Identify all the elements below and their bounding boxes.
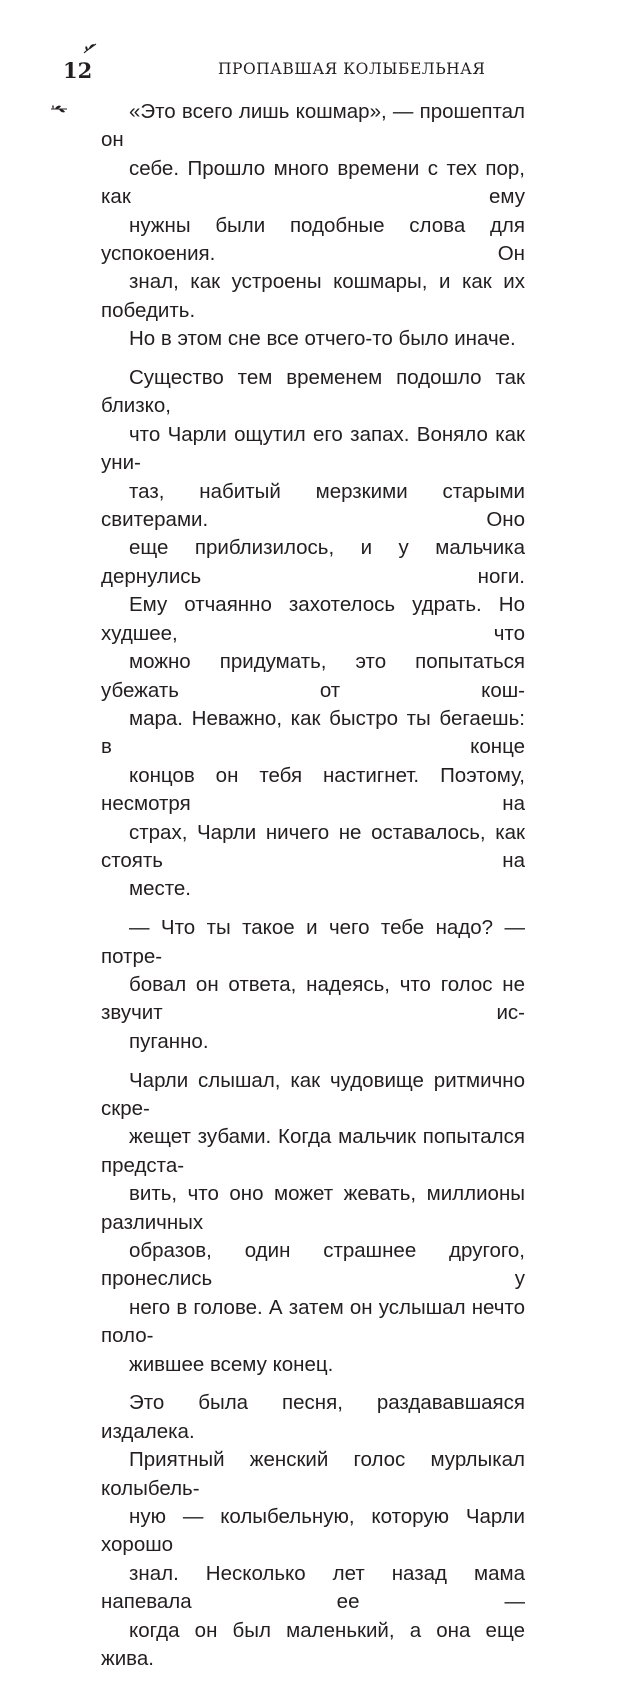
text-line: вить, что оно может жевать, миллионы различных <box>101 1182 525 1234</box>
paragraph <box>101 1067 525 1379</box>
text-line: бовал он ответа, надеясь, что голос не звучит ис- <box>101 972 525 1025</box>
paragraph <box>101 914 525 1056</box>
text-line: — Что ты такое и чего тебе надо? — потре- <box>101 916 525 968</box>
text-line: концов он тебя настигнет. Поэтому, несмотря на <box>101 763 525 816</box>
text-line: таз, набитый мерзкими старыми свитерами. Оно <box>101 479 525 532</box>
text-line: него в голове. А затем он услышал нечто поло- <box>101 1295 525 1348</box>
text-line: пуганно. <box>129 1029 209 1053</box>
text-line: Ему отчаянно захотелось удрать. Но худшее, что <box>101 593 525 645</box>
text-line: знал, как устроены кошмары, и как их победить. <box>101 270 525 322</box>
text-line: мара. Неважно, как быстро ты бегаешь: в конце <box>101 706 525 759</box>
text-line: знал. Несколько лет назад мама напевала ее — <box>101 1561 525 1614</box>
leaf-sprig-icon <box>83 42 99 54</box>
text-line: Приятный женский голос мурлыкал колыбель- <box>101 1448 525 1500</box>
text-line: страх, Чарли ничего не оставалось, как стоять на <box>101 820 525 872</box>
text-line: Существо тем временем подошло так близко, <box>101 366 525 418</box>
text-line: жещет зубами. Когда мальчик попытался предста- <box>101 1125 525 1177</box>
text-line: жившее всему конец. <box>129 1352 334 1376</box>
text-line: ную — колыбельную, которую Чарли хорошо <box>101 1505 525 1557</box>
text-line: еще приблизилось, и у мальчика дернулись ноги. <box>101 536 525 588</box>
text-line: Это была песня, раздававшаяся издалека. <box>101 1391 525 1443</box>
leaf-sprig-icon <box>50 104 68 114</box>
text-line: месте. <box>129 877 192 901</box>
text-line: можно придумать, это попытаться убежать от кош- <box>101 650 525 702</box>
text-line: когда он был маленький, а она еще жива. <box>101 1618 525 1671</box>
text-line: Чарли слышал, как чудовище ритмично скре- <box>101 1068 525 1120</box>
paragraph <box>101 1389 525 1673</box>
text-line: Но в этом сне все отчего-то было иначе. <box>129 327 516 351</box>
text-line: «Это всего лишь кошмар», — прошептал он <box>101 100 525 152</box>
paragraph <box>101 364 525 904</box>
text-line: что Чарли ощутил его запах. Воняло как уни- <box>101 422 525 475</box>
body-text <box>101 98 525 1684</box>
paragraph <box>101 98 525 354</box>
text-line: образов, один страшнее другого, пронеслись у <box>101 1239 525 1291</box>
page-number: 12 <box>63 58 93 83</box>
text-line: нужны были подобные слова для успокоения. Он <box>101 213 525 266</box>
text-line: себе. Прошло много времени с тех пор, как ему <box>101 156 525 209</box>
running-header-title: ПРОПАВШАЯ КОЛЫБЕЛЬНАЯ <box>218 60 486 78</box>
